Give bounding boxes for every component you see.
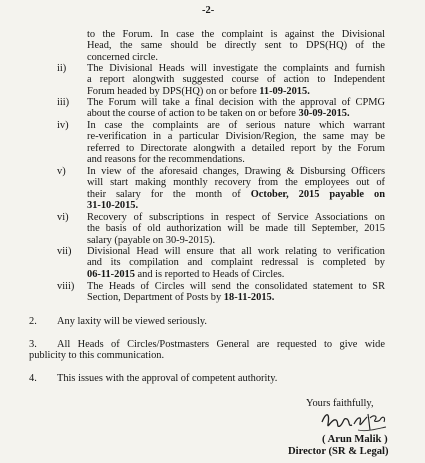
- item-line: [87, 108, 350, 119]
- closing-salutation: Yours faithfully,: [306, 398, 374, 409]
- item-line: In case the complaints are of serious nature which warrant: [87, 120, 385, 131]
- item-line: and its compilation and complaint redressal is completed by: [87, 257, 385, 269]
- item-line: re-verification in a particular Division/Region, the same may be: [87, 131, 385, 143]
- signatory-designation: Director (SR & Legal): [288, 446, 389, 457]
- item-text: Forum headed by DPS(HQ) on or before: [87, 85, 260, 97]
- date-emphasis: 31-10-2015.: [87, 199, 139, 211]
- item-number: vi): [57, 212, 69, 223]
- item-line: [87, 292, 274, 303]
- intro-line: Head, the same should be directly sent to DPS(HQ) of the: [87, 40, 385, 52]
- item-line: the basis of old authorization will be made till September, 2015: [87, 223, 385, 235]
- item-text: about the course of action to be taken on or before: [87, 108, 299, 120]
- item-number: ii): [57, 63, 67, 74]
- signatory-name: ( Arun Malik ): [322, 434, 388, 445]
- item-line: and reasons for the recommendations.: [87, 153, 245, 165]
- item-line: The Forum will take a final decision with the approval of CPMG: [87, 97, 385, 108]
- item-text: their salary for the month of: [87, 188, 251, 200]
- date-emphasis: 11-09-2015.: [259, 85, 310, 97]
- handwritten-signature: [318, 408, 390, 434]
- item-line: will start making monthly recovery from the employees out of: [87, 177, 385, 189]
- item-text: and is reported to Heads of Circles.: [134, 268, 285, 280]
- page-number: -2-: [202, 5, 215, 16]
- paragraph-number: 2.: [29, 316, 37, 327]
- item-line: [87, 189, 385, 200]
- item-number: viii): [57, 281, 75, 292]
- item-number: vii): [57, 246, 72, 257]
- item-text: Section, Department of Posts by: [87, 292, 224, 304]
- paragraph-number: 4.: [29, 373, 37, 384]
- paragraph-2: Any laxity will be viewed seriously.: [57, 316, 207, 327]
- item-line: salary (payable on 30-9-2015).: [87, 234, 216, 246]
- item-line: a report alongwith suggested course of action to Independent: [87, 74, 385, 86]
- list-item: [87, 212, 385, 246]
- date-emphasis: 06-11-2015: [87, 268, 135, 280]
- paragraph-4: This issues with the approval of competent authority.: [57, 373, 278, 384]
- intro-line: concerned circle.: [87, 51, 158, 63]
- list-item: [87, 120, 385, 165]
- item-line: referred to Directorate alongwith a detailed report by the Forum: [87, 142, 385, 154]
- item-line: [87, 86, 310, 97]
- item-line: The Heads of Circles will send the consolidated statement to SR: [87, 281, 385, 292]
- item-line: Recovery of subscriptions in respect of Service Associations on: [87, 212, 385, 223]
- item-number: iii): [57, 97, 70, 108]
- list-item: [87, 97, 385, 120]
- item-number: v): [57, 166, 66, 177]
- item-line: In view of the aforesaid changes, Drawing & Disbursing Officers: [87, 166, 385, 177]
- list-item: [87, 246, 385, 280]
- item-line: The Divisional Heads will investigate the complaints and furnish: [87, 63, 385, 74]
- list-item: [87, 166, 385, 211]
- paragraph-line: All Heads of Circles/Postmasters General are requested to give wide: [57, 339, 385, 350]
- item-line: [87, 269, 284, 280]
- paragraph-number: 3.: [29, 339, 37, 350]
- item-number: iv): [57, 120, 69, 131]
- intro-paragraph: [87, 29, 385, 63]
- intro-line: to the Forum. In case the complaint is against the Divisional: [87, 29, 385, 40]
- list-item: [87, 63, 385, 97]
- date-emphasis: 18-11-2015.: [223, 292, 275, 304]
- date-emphasis: 30-09-2015.: [298, 108, 350, 120]
- paragraph-line: publicity to this communication.: [29, 350, 165, 362]
- item-line: Divisional Head will ensure that all work relating to verification: [87, 246, 385, 257]
- date-emphasis: October, 2015 payable on: [250, 188, 385, 200]
- paragraph-3: [29, 339, 385, 362]
- list-item: [87, 281, 385, 304]
